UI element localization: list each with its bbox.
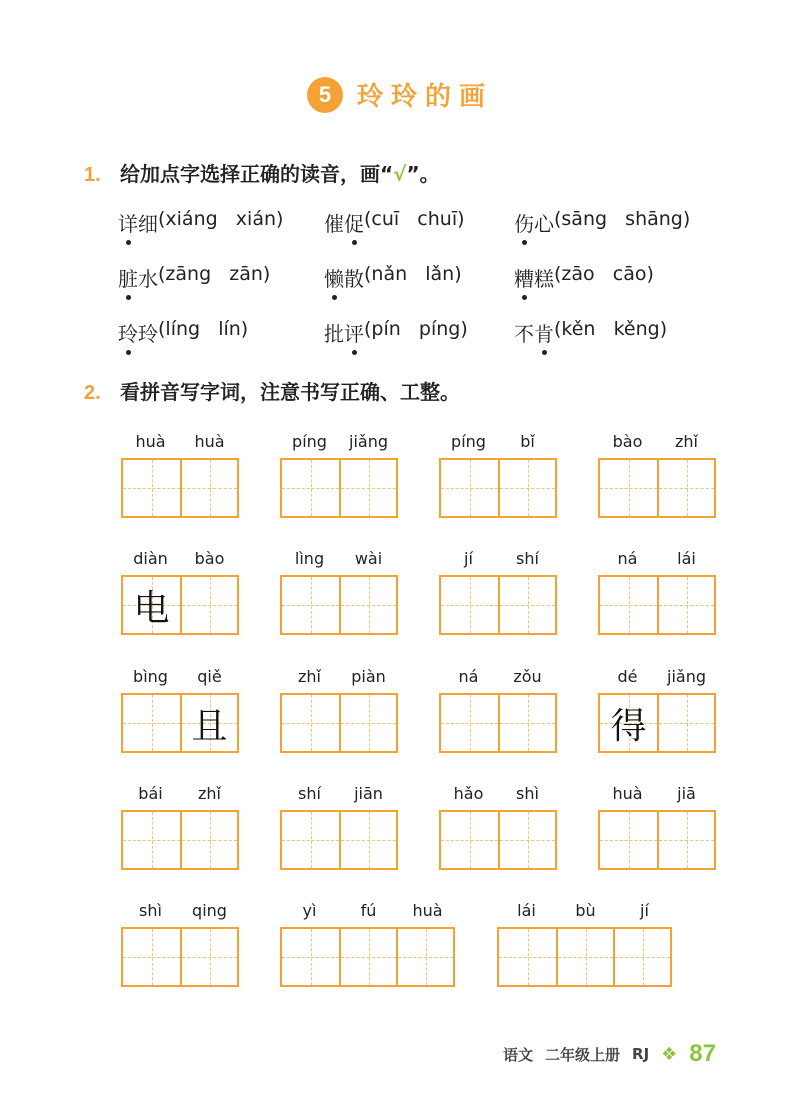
pinyin-label: píng (451, 432, 486, 451)
writing-group (439, 432, 557, 518)
reading-word (324, 208, 364, 237)
pinyin-label: jiǎng (667, 667, 706, 686)
pinyin-row (439, 784, 557, 810)
pinyin-label: jiān (354, 784, 383, 803)
pinyin-label: lái (677, 549, 696, 568)
writing-box[interactable] (657, 577, 714, 633)
reading-word (324, 318, 364, 347)
written-character (441, 577, 498, 633)
pinyin-label: bìng (133, 667, 168, 686)
written-character (659, 695, 714, 751)
written-character (341, 577, 396, 633)
pinyin-label: bǐ (520, 432, 535, 451)
pinyin-row (280, 784, 398, 810)
pinyin-row (280, 901, 457, 927)
writing-box[interactable] (657, 460, 714, 516)
dotted-character: 伤 (514, 208, 534, 237)
pinyin-row (121, 784, 239, 810)
written-character: 且 (191, 705, 228, 747)
reading-item (514, 263, 724, 292)
reading-item (324, 318, 514, 347)
pinyin-row (280, 549, 398, 575)
written-character (182, 812, 237, 868)
dotted-character: 玲 (118, 318, 138, 347)
written-character (123, 929, 180, 985)
pinyin-options[interactable]: (kěn kěng) (554, 318, 668, 340)
written-character (123, 460, 180, 516)
page-number: 87 (689, 1040, 716, 1067)
pinyin-label: zhǐ (298, 667, 321, 686)
reading-word (118, 208, 158, 237)
pinyin-label: shí (298, 784, 321, 803)
pinyin-label: shí (516, 549, 539, 568)
pinyin-label: huà (412, 901, 443, 920)
tianzige-boxes (439, 810, 557, 870)
pinyin-options[interactable]: (zāo cāo) (554, 263, 654, 285)
writing-box[interactable] (657, 812, 714, 868)
writing-group (439, 667, 557, 753)
written-character (441, 812, 498, 868)
character: 糕 (534, 267, 554, 291)
pinyin-options[interactable]: (líng lín) (158, 318, 249, 340)
pinyin-options[interactable]: (nǎn lǎn) (364, 263, 462, 285)
written-character (441, 695, 498, 751)
pinyin-label: yì (302, 901, 317, 920)
writing-box[interactable] (441, 695, 498, 751)
footer-grade: 二年级上册 (545, 1045, 621, 1064)
writing-box[interactable] (282, 929, 339, 985)
tianzige-boxes (121, 575, 239, 635)
pinyin-row (439, 667, 557, 693)
written-character (282, 929, 339, 985)
written-character (123, 695, 180, 751)
writing-group (121, 432, 239, 518)
pinyin-label: bái (138, 784, 163, 803)
written-character (341, 695, 396, 751)
footer-subject: 语文 (502, 1045, 533, 1064)
section-1-text-after: ”。 (406, 162, 440, 186)
written-character (500, 460, 555, 516)
written-character (441, 460, 498, 516)
pinyin-label: huà (135, 432, 166, 451)
character: 细 (138, 212, 158, 236)
reading-row (118, 208, 738, 237)
tianzige-boxes (598, 693, 716, 753)
written-character (341, 929, 396, 985)
dotted-character: 肯 (534, 318, 554, 347)
writing-box[interactable] (123, 812, 180, 868)
writing-group (280, 549, 398, 635)
writing-group (598, 667, 716, 753)
character: 催 (324, 212, 344, 236)
character: 玲 (138, 322, 158, 346)
written-character (282, 812, 339, 868)
tianzige-boxes (121, 810, 239, 870)
pinyin-row (497, 901, 674, 927)
writing-group (439, 784, 557, 870)
pinyin-label: wài (354, 549, 383, 568)
pinyin-label: jiǎng (349, 432, 388, 451)
written-character (499, 929, 556, 985)
writing-box[interactable] (180, 695, 237, 751)
writing-box[interactable] (600, 460, 657, 516)
written-character (615, 929, 670, 985)
pinyin-label: qing (192, 901, 227, 920)
tianzige-boxes (497, 927, 672, 987)
writing-box[interactable] (282, 812, 339, 868)
character: 心 (534, 212, 554, 236)
written-character (558, 929, 613, 985)
section-1-heading (84, 158, 440, 187)
pinyin-row (121, 432, 239, 458)
dotted-character: 详 (118, 208, 138, 237)
writing-box[interactable] (180, 577, 237, 633)
character: 水 (138, 267, 158, 291)
pinyin-label: qiě (197, 667, 222, 686)
pinyin-row (598, 667, 716, 693)
writing-box[interactable] (556, 929, 613, 985)
writing-group (497, 901, 674, 987)
writing-box[interactable] (441, 812, 498, 868)
writing-box[interactable] (180, 460, 237, 516)
reading-word (514, 208, 554, 237)
written-character (659, 460, 714, 516)
section-2-text: 看拼音写字词，注意书写正确、工整。 (120, 380, 460, 404)
writing-group (598, 784, 716, 870)
writing-box[interactable] (498, 695, 555, 751)
reading-item (118, 208, 324, 237)
pinyin-row (439, 549, 557, 575)
reading-word (118, 318, 158, 347)
pinyin-label: shì (139, 901, 162, 920)
written-character: 电 (133, 587, 170, 629)
tianzige-boxes (121, 927, 239, 987)
writing-group (598, 549, 716, 635)
pinyin-label: jí (464, 549, 473, 568)
written-character (282, 577, 339, 633)
writing-box[interactable] (339, 812, 396, 868)
reading-row (118, 318, 738, 347)
written-character (182, 929, 237, 985)
written-character (182, 577, 237, 633)
reading-word (514, 263, 554, 292)
writing-box[interactable] (441, 577, 498, 633)
reading-word (514, 318, 554, 347)
writing-box[interactable] (498, 812, 555, 868)
writing-box[interactable] (600, 577, 657, 633)
tianzige-boxes (280, 693, 398, 753)
writing-box[interactable] (339, 460, 396, 516)
pinyin-label: lái (517, 901, 536, 920)
pinyin-options[interactable]: (cuī chuī) (364, 208, 465, 230)
check-mark-icon: √ (393, 162, 407, 186)
writing-box[interactable] (123, 460, 180, 516)
pinyin-label: píng (292, 432, 327, 451)
writing-box[interactable] (657, 695, 714, 751)
writing-group (439, 549, 557, 635)
pinyin-label: hǎo (453, 784, 484, 803)
reading-word (118, 263, 158, 292)
writing-group (121, 667, 239, 753)
pinyin-row (121, 667, 239, 693)
section-1-number: 1. (84, 164, 101, 186)
pinyin-label: dé (617, 667, 638, 686)
written-character (398, 929, 453, 985)
written-character (659, 812, 714, 868)
tianzige-boxes (121, 693, 239, 753)
writing-box[interactable] (498, 577, 555, 633)
section-2-number: 2. (84, 382, 101, 404)
writing-group (280, 667, 398, 753)
written-character (500, 577, 555, 633)
reading-row (118, 263, 738, 292)
tianzige-boxes (280, 575, 398, 635)
writing-group (280, 784, 398, 870)
character: 散 (344, 267, 364, 291)
writing-box[interactable] (339, 695, 396, 751)
pinyin-options[interactable]: (sāng shāng) (554, 208, 691, 230)
pinyin-row (598, 432, 716, 458)
writing-box[interactable] (600, 812, 657, 868)
tianzige-boxes (439, 458, 557, 518)
writing-box[interactable] (600, 695, 657, 751)
dotted-character: 糟 (514, 263, 534, 292)
pinyin-label: lìng (294, 549, 325, 568)
writing-box[interactable] (339, 929, 396, 985)
pinyin-row (598, 784, 716, 810)
dotted-character: 懒 (324, 263, 344, 292)
dotted-character: 脏 (118, 263, 138, 292)
pinyin-options[interactable]: (pín píng) (364, 318, 468, 340)
writing-box[interactable] (123, 929, 180, 985)
pinyin-row (280, 667, 398, 693)
reading-word (324, 263, 364, 292)
writing-group (598, 432, 716, 518)
written-character (600, 812, 657, 868)
written-character (182, 460, 237, 516)
writing-box[interactable] (282, 695, 339, 751)
tianzige-boxes (598, 458, 716, 518)
written-character (600, 460, 657, 516)
written-character (282, 460, 339, 516)
pinyin-label: bù (575, 901, 596, 920)
page-footer (503, 1040, 716, 1068)
tianzige-boxes (598, 575, 716, 635)
pinyin-options[interactable]: (zāng zān) (158, 263, 271, 285)
tianzige-boxes (439, 575, 557, 635)
section-2-heading (84, 376, 460, 405)
pinyin-label: zhǐ (198, 784, 221, 803)
character: 批 (324, 322, 344, 346)
pinyin-label: bào (194, 549, 225, 568)
writing-box[interactable] (180, 929, 237, 985)
footer-edition: RJ (632, 1045, 650, 1063)
dotted-character: 评 (344, 318, 364, 347)
written-character: 得 (610, 705, 647, 747)
pinyin-label: diàn (133, 549, 168, 568)
writing-box[interactable] (123, 695, 180, 751)
pinyin-label: zhǐ (675, 432, 698, 451)
pinyin-label: piàn (351, 667, 386, 686)
written-character (341, 460, 396, 516)
pinyin-label: bào (612, 432, 643, 451)
character: 不 (514, 322, 534, 346)
writing-box[interactable] (339, 577, 396, 633)
lesson-title (0, 76, 800, 113)
writing-box[interactable] (441, 460, 498, 516)
tianzige-boxes (439, 693, 557, 753)
pinyin-label: ná (617, 549, 638, 568)
pinyin-label: jiā (677, 784, 696, 803)
dotted-character: 促 (344, 208, 364, 237)
writing-box[interactable] (396, 929, 453, 985)
pinyin-row (121, 549, 239, 575)
writing-box[interactable] (180, 812, 237, 868)
pinyin-options[interactable]: (xiáng xián) (158, 208, 284, 230)
reading-item (514, 318, 724, 347)
writing-group (121, 901, 239, 987)
pinyin-row (598, 549, 716, 575)
section-1-text-before: 给加点字选择正确的读音，画“ (120, 162, 394, 186)
writing-group (280, 901, 457, 987)
written-character (659, 577, 714, 633)
written-character (123, 812, 180, 868)
tianzige-boxes (121, 458, 239, 518)
written-character (600, 577, 657, 633)
pinyin-label: huà (194, 432, 225, 451)
written-character (341, 812, 396, 868)
written-character (500, 812, 555, 868)
leaf-icon: ❖ (661, 1043, 678, 1065)
writing-box[interactable] (282, 577, 339, 633)
pinyin-label: shì (516, 784, 539, 803)
writing-group (121, 784, 239, 870)
writing-box[interactable] (123, 577, 180, 633)
reading-item (118, 263, 324, 292)
tianzige-boxes (280, 458, 398, 518)
pinyin-row (280, 432, 398, 458)
reading-item (514, 208, 724, 237)
pinyin-label: huà (612, 784, 643, 803)
writing-box[interactable] (498, 460, 555, 516)
tianzige-boxes (280, 810, 398, 870)
pinyin-label: fú (360, 901, 377, 920)
reading-item (118, 318, 324, 347)
writing-group (280, 432, 398, 518)
reading-item (324, 263, 514, 292)
lesson-number-badge: 5 (307, 77, 343, 113)
writing-box[interactable] (282, 460, 339, 516)
written-character (282, 695, 339, 751)
writing-box[interactable] (613, 929, 670, 985)
pinyin-label: ná (458, 667, 479, 686)
pinyin-row (439, 432, 557, 458)
pinyin-label: zǒu (513, 667, 542, 686)
pinyin-label: jí (640, 901, 649, 920)
tianzige-boxes (280, 927, 455, 987)
lesson-title-text: 玲玲的画 (356, 82, 493, 112)
written-character (500, 695, 555, 751)
writing-group (121, 549, 239, 635)
pinyin-row (121, 901, 239, 927)
reading-item (324, 208, 514, 237)
tianzige-boxes (598, 810, 716, 870)
writing-box[interactable] (499, 929, 556, 985)
